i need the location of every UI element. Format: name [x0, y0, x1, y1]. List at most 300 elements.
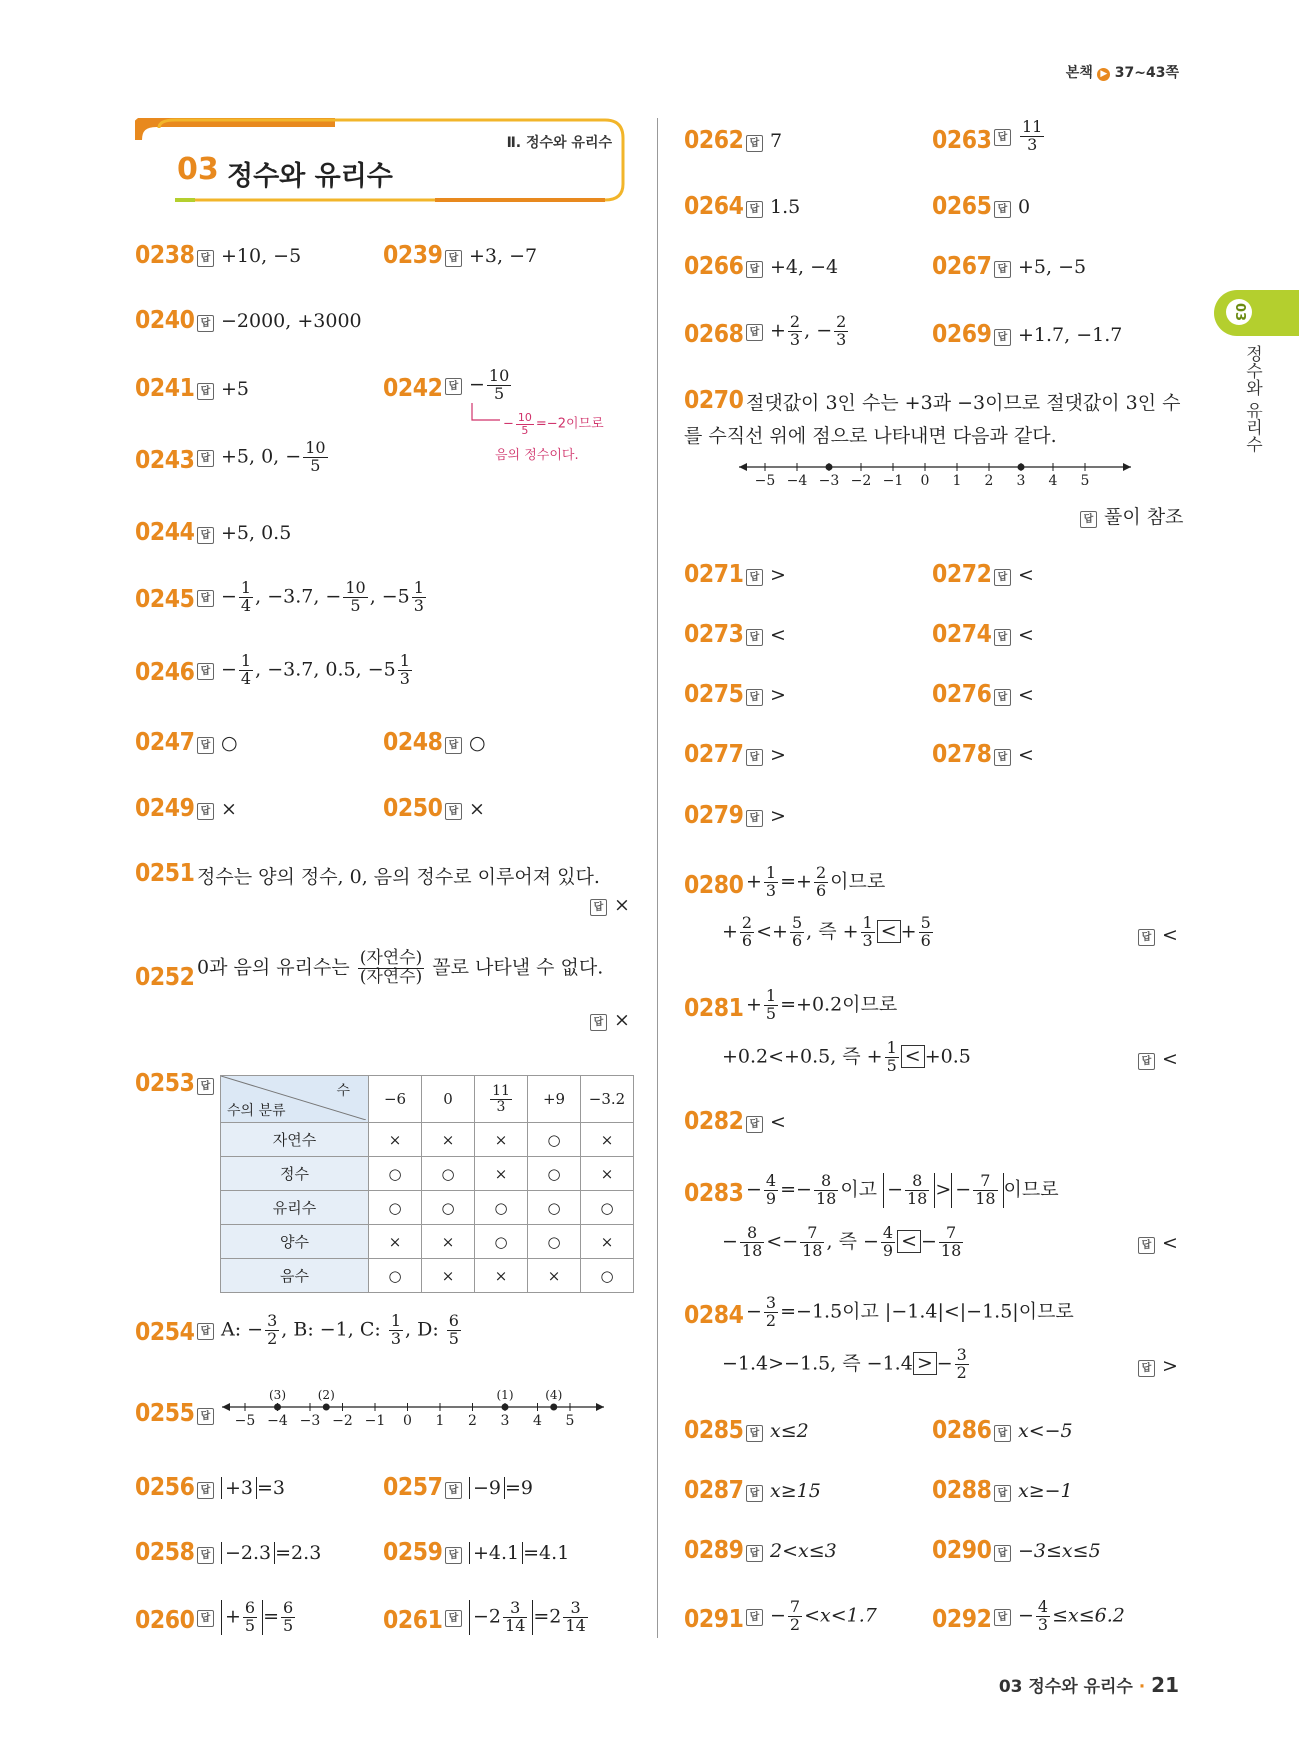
dap-icon: 답 — [746, 689, 763, 706]
answer: 답 −2.3 =2.3 — [197, 1544, 321, 1564]
answer — [1138, 1357, 1178, 1377]
table-header-cell: $\frac{11}{3}$ — [475, 1076, 528, 1123]
dap-icon: 답 — [1138, 1237, 1155, 1254]
dap-icon: 답 — [445, 378, 462, 395]
answer — [746, 807, 786, 827]
answer — [1138, 1234, 1178, 1254]
problem-number: 0261 — [383, 1605, 443, 1634]
answer-text: 7 — [770, 130, 783, 152]
problem-number: 0257 — [383, 1472, 443, 1501]
answer — [994, 198, 1030, 218]
answer-text: x<−5 — [1018, 1420, 1073, 1442]
answer-sign: − — [469, 373, 485, 396]
tick-label: −4 — [267, 1413, 288, 1429]
dap-icon: 답 — [994, 201, 1011, 218]
dap-icon: 답 — [746, 201, 763, 218]
number-line-0255 — [218, 1385, 608, 1437]
answer: 답 −9 =9 — [445, 1479, 533, 1499]
problem-number: 0287 — [684, 1475, 744, 1504]
fraction: $\frac{7}{18}$ — [802, 1223, 823, 1260]
problem-number: 0258 — [135, 1537, 195, 1566]
point-label: (2) — [317, 1388, 335, 1402]
tick-label: −3 — [299, 1413, 321, 1429]
answer — [197, 800, 237, 820]
problem-number: 0245 — [135, 584, 195, 613]
fraction: $\frac{1}{3}$ — [765, 863, 777, 900]
footer-section: 03 정수와 유리수 — [998, 1677, 1133, 1697]
answer — [994, 686, 1034, 706]
tick-label: 3 — [1016, 473, 1026, 489]
answer-text: 1.5 — [770, 196, 801, 218]
table-corner: 수 수의 분류 — [221, 1076, 369, 1123]
problem-number: 0254 — [135, 1317, 195, 1346]
problem-number: 0280 — [684, 870, 744, 899]
dap-icon: 답 — [445, 250, 462, 267]
problem-number: 0251 — [135, 858, 195, 887]
problem-number: 0265 — [932, 191, 992, 220]
side-tab-number: 03 — [1226, 299, 1252, 325]
fraction: $\frac{6}{5}$ — [244, 1598, 256, 1635]
tick-label: −2 — [850, 473, 872, 489]
answer-text: +10, −5 — [221, 245, 302, 267]
answer-text: < — [1018, 564, 1034, 586]
axis-arrow — [1123, 463, 1131, 471]
answer: 답 − $\frac{1}{4}$ , −3.7, − $\frac{10}{5}$ , −5 $\frac{1}{3}$ — [197, 580, 428, 615]
tick-label: 5 — [565, 1413, 575, 1429]
answer — [994, 119, 1046, 154]
dap-icon: 답 — [994, 689, 1011, 706]
answer-text: +5 — [221, 378, 250, 400]
answer — [590, 1011, 630, 1031]
fraction: $\frac{5}{6}$ — [920, 913, 931, 950]
problem-number: 0283 — [684, 1178, 744, 1207]
tick-label: 2 — [984, 473, 994, 489]
answer: 답 −2 $\frac{3}{14}$ =2 $\frac{3}{14}$ — [445, 1600, 590, 1635]
axis-arrow — [596, 1403, 604, 1411]
solution-line: + $\frac{2}{6}$ <+ $\frac{5}{6}$ , 즉 + $\frac{1}{3}$ < + $\frac{5}{6}$ — [722, 913, 931, 950]
problem-number: 0281 — [684, 993, 744, 1022]
answer-text: x≥−1 — [1018, 1480, 1073, 1502]
dap-icon: 답 — [197, 1610, 214, 1627]
answer — [1138, 926, 1178, 946]
dap-icon: 답 — [994, 1485, 1011, 1502]
answer: 답 − $\frac{7}{2}$ <x<1.7 — [746, 1599, 877, 1634]
dap-icon: 답 — [445, 803, 462, 820]
solution-line: − $\frac{3}{2}$ =−1.5이고 |−1.4|<|−1.5|이므로 — [746, 1293, 1074, 1330]
number-line-point — [323, 1404, 330, 1411]
fraction: $\frac{1}{3}$ — [390, 1311, 402, 1348]
problem-number: 0252 — [135, 962, 195, 991]
tick-label: 0 — [403, 1413, 412, 1429]
fraction: $\frac{1}{5}$ — [765, 986, 777, 1023]
answer — [445, 800, 485, 820]
dap-icon: 답 — [746, 1545, 763, 1562]
problem-number: 0288 — [932, 1475, 992, 1504]
dap-icon: 답 — [1080, 511, 1097, 528]
tick-label: 4 — [1048, 473, 1058, 489]
answer-text: +5, −5 — [1018, 256, 1087, 278]
problem-number: 0246 — [135, 657, 195, 686]
answer-text: × — [614, 1009, 630, 1031]
dap-icon: 답 — [590, 1014, 607, 1031]
answer — [746, 1113, 786, 1133]
axis-arrow — [222, 1403, 230, 1411]
answer-text: < — [1162, 924, 1178, 946]
tick-label: −1 — [882, 473, 904, 489]
dap-icon: 답 — [994, 129, 1011, 146]
dap-icon: 답 — [746, 810, 763, 827]
problem-number: 0279 — [684, 800, 744, 829]
answer-text: > — [770, 744, 786, 766]
solution-line: +0.2<+0.5, 즉 + $\frac{1}{5}$ < +0.5 — [722, 1038, 971, 1075]
row-label: 정수 — [221, 1157, 369, 1191]
tick-label: −4 — [786, 473, 808, 489]
problem-number: 0269 — [932, 319, 992, 348]
tick-label: 0 — [920, 473, 930, 489]
answer-text: ○ — [221, 732, 238, 754]
number-line-point — [826, 464, 833, 471]
dap-icon: 답 — [197, 803, 214, 820]
tick-label: −5 — [754, 473, 776, 489]
tick-label: 4 — [533, 1413, 542, 1429]
solution-text: 절댓값이 3인 수는 +3과 −3이므로 절댓값이 3인 수 — [746, 392, 1181, 414]
answer-text: ○ — [469, 732, 486, 754]
fraction: $\frac{3}{14}$ — [565, 1598, 586, 1635]
problem-number: 0240 — [135, 305, 195, 334]
dap-icon: 답 — [746, 569, 763, 586]
answer — [197, 312, 362, 332]
dap-icon: 답 — [197, 737, 214, 754]
chapter-label: Ⅱ. 정수와 유리수 — [506, 135, 612, 151]
dap-icon: 답 — [746, 749, 763, 766]
problem-number: 0291 — [684, 1604, 744, 1633]
problem-number: 0260 — [135, 1605, 195, 1634]
solution-line: − $\frac{8}{18}$ <− $\frac{7}{18}$ , 즉 − $\frac{4}{9}$ < − $\frac{7}{18}$ — [722, 1223, 962, 1260]
table-header-cell: +9 — [528, 1076, 581, 1123]
fraction: $\frac{\text{(자연수)}}{\text{(자연수)}}$ — [359, 948, 423, 987]
arrow-icon: ▶ — [1097, 68, 1110, 81]
dap-icon: 답 — [197, 663, 214, 680]
fraction: $\frac{1}{5}$ — [886, 1038, 897, 1075]
dap-icon: 답 — [746, 261, 763, 278]
problem-number: 0244 — [135, 517, 195, 546]
section-title-box — [135, 118, 630, 204]
solution-text: 를 수직선 위에 점으로 나타내면 다음과 같다. — [684, 425, 1057, 447]
answer — [746, 258, 838, 278]
dap-icon: 답 — [197, 1547, 214, 1564]
fraction: $\frac{4}{9}$ — [765, 1171, 777, 1208]
answer — [994, 1422, 1073, 1442]
answer-text: x≥15 — [770, 1480, 821, 1502]
row-label: 자연수 — [221, 1123, 369, 1157]
answer — [445, 368, 513, 403]
answer-text: × — [221, 798, 237, 820]
answer-text: < — [1018, 684, 1034, 706]
problem-number: 0270 — [684, 385, 744, 414]
answer: 답 A: − $\frac{3}{2}$ , B: −1, C: $\frac{1}{3}$ , D: $\frac{6}{5}$ — [197, 1313, 463, 1348]
fraction: $\frac{6}{5}$ — [283, 1598, 294, 1635]
row-label: 양수 — [221, 1225, 369, 1259]
answer — [746, 626, 786, 646]
problem-number: 0274 — [932, 619, 992, 648]
answer-text: < — [1162, 1048, 1178, 1070]
problem-number: 0262 — [684, 125, 744, 154]
problem-number: 0277 — [684, 739, 744, 768]
point-label: (1) — [496, 1388, 514, 1402]
dap-icon: 답 — [1138, 1053, 1155, 1070]
dap-icon: 답 — [197, 315, 214, 332]
fraction: $\frac{1}{4}$ — [240, 651, 252, 688]
note-line2: 음의 정수이다. — [495, 448, 579, 463]
problem-number: 0276 — [932, 679, 992, 708]
solution-line: + $\frac{1}{5}$ =+0.2이므로 — [746, 986, 898, 1023]
dap-icon: 답 — [994, 569, 1011, 586]
table-header-cell: −6 — [369, 1076, 422, 1123]
column-divider — [657, 118, 658, 1638]
page-header — [1066, 62, 1179, 82]
footer-dot: · — [1138, 1677, 1146, 1697]
answer: 답 +4.1 =4.1 — [445, 1544, 569, 1564]
problem-number: 0253 — [135, 1068, 195, 1097]
problem-number: 0284 — [684, 1300, 744, 1329]
tick-label: −3 — [818, 473, 840, 489]
side-tab-label: 정수와 유리수 — [1242, 345, 1262, 453]
fraction: $\frac{6}{5}$ — [448, 1311, 459, 1348]
dap-icon: 답 — [994, 1545, 1011, 1562]
problem-number: 0292 — [932, 1604, 992, 1633]
answer — [994, 1542, 1101, 1562]
table-header-cell: 0 — [422, 1076, 475, 1123]
dap-icon: 답 — [746, 135, 763, 152]
dap-icon: 답 — [445, 737, 462, 754]
answer: 답 + $\frac{6}{5}$ = $\frac{6}{5}$ — [197, 1600, 297, 1635]
tick-label: 5 — [1080, 473, 1090, 489]
dap-icon: 답 — [994, 749, 1011, 766]
problem-number: 0249 — [135, 793, 195, 822]
answer: 답 +3 =3 — [197, 1479, 285, 1499]
answer-text: > — [770, 684, 786, 706]
problem-number: 0238 — [135, 240, 195, 269]
fraction: $\frac{1}{3}$ — [413, 578, 424, 615]
answer-text: > — [770, 564, 786, 586]
answer — [994, 1482, 1073, 1502]
header-pages: 37~43쪽 — [1114, 65, 1179, 81]
section-title: 정수와 유리수 — [227, 161, 393, 192]
dap-icon: 답 — [197, 1482, 214, 1499]
answer — [746, 132, 782, 152]
fraction: $\frac{3}{2}$ — [267, 1311, 278, 1348]
fraction: $\frac{2}{6}$ — [741, 913, 753, 950]
fraction: $\frac{7}{18}$ — [940, 1223, 962, 1260]
dap-icon: 답 — [746, 324, 763, 341]
point-label: (4) — [545, 1388, 563, 1402]
problem-number: 0271 — [684, 559, 744, 588]
tick-label: −2 — [332, 1413, 353, 1429]
answer-text: +4, −4 — [770, 256, 839, 278]
dap-icon: 답 — [994, 629, 1011, 646]
answer-text: 풀이 참조 — [1104, 506, 1184, 528]
answer: 답 − $\frac{4}{3}$ ≤x≤6.2 — [994, 1599, 1125, 1634]
dap-icon: 답 — [746, 1425, 763, 1442]
fraction: $\frac{11}{3}$ — [1022, 117, 1043, 154]
fraction: $\frac{1}{4}$ — [240, 578, 252, 615]
fraction: $\frac{3}{2}$ — [765, 1293, 777, 1330]
answer — [994, 566, 1034, 586]
answer — [746, 1422, 809, 1442]
fraction: $\frac{8}{18}$ — [741, 1223, 763, 1260]
footer-page: 21 — [1151, 1673, 1179, 1697]
fraction: $\frac{2}{3}$ — [789, 312, 801, 349]
dap-icon: 답 — [994, 329, 1011, 346]
fraction: $\frac{10}{5}$ — [488, 366, 510, 403]
fraction: $\frac{7}{2}$ — [789, 1597, 801, 1634]
problem-number: 0272 — [932, 559, 992, 588]
dap-icon: 답 — [197, 250, 214, 267]
fraction: $\frac{1}{3}$ — [399, 651, 410, 688]
answer-text: +5, 0, − — [221, 445, 302, 468]
problem-number: 0275 — [684, 679, 744, 708]
number-line-0270 — [735, 455, 1135, 497]
dap-icon: 답 — [445, 1610, 462, 1627]
dap-icon: 답 — [590, 899, 607, 916]
axis-arrow — [739, 463, 747, 471]
answer-text: x≤2 — [770, 1420, 809, 1442]
answer-text: × — [469, 798, 485, 820]
dap-icon: 답 — [197, 590, 214, 607]
problem-number: 0286 — [932, 1415, 992, 1444]
answer — [994, 626, 1034, 646]
answer — [197, 440, 330, 475]
row-label: 유리수 — [221, 1191, 369, 1225]
answer-text: < — [1018, 744, 1034, 766]
table-row: 음수 ○ × × × ○ — [221, 1259, 634, 1293]
problem-number: 0263 — [932, 125, 992, 154]
dap-icon: 답 — [445, 1547, 462, 1564]
side-tab — [1214, 290, 1299, 336]
tick-label: 1 — [952, 473, 962, 489]
dap-icon: 답 — [197, 1323, 214, 1340]
fraction: $\frac{10}{5}$ — [345, 578, 366, 615]
header-book: 본책 — [1065, 65, 1093, 81]
problem-number: 0250 — [383, 793, 443, 822]
answer: 답 − $\frac{1}{4}$ , −3.7, 0.5, −5 $\frac{1}{3}$ — [197, 653, 414, 688]
table-header-cell: −3.2 — [581, 1076, 634, 1123]
classification-table — [220, 1075, 634, 1293]
tick-label: 2 — [468, 1413, 477, 1429]
dap-icon: 답 — [445, 1482, 462, 1499]
answer — [746, 566, 786, 586]
fraction: $\frac{4}{9}$ — [882, 1223, 894, 1260]
fraction: $\frac{3}{14}$ — [505, 1598, 526, 1635]
solution-text: 정수는 양의 정수, 0, 음의 정수로 이루어져 있다. — [197, 866, 600, 888]
answer-text: +5, 0.5 — [221, 522, 292, 544]
dap-icon: 답 — [1138, 1360, 1155, 1377]
table-row: 자연수 × × × ○ × — [221, 1123, 634, 1157]
problem-number: 0255 — [135, 1398, 195, 1427]
answer: 답 + $\frac{2}{3}$ , − $\frac{2}{3}$ — [746, 314, 850, 349]
answer-text: +3, −7 — [469, 245, 538, 267]
dap-icon: 답 — [746, 1116, 763, 1133]
answer-text: 0 — [1018, 196, 1031, 218]
dap-icon: 답 — [197, 527, 214, 544]
problem-number: 0266 — [684, 251, 744, 280]
problem-number: 0241 — [135, 373, 195, 402]
problem-number: 0248 — [383, 727, 443, 756]
problem-number: 0259 — [383, 1537, 443, 1566]
problem-number: 0268 — [684, 319, 744, 348]
dap-icon: 답 — [994, 1609, 1011, 1626]
answer — [746, 746, 786, 766]
dap-icon: 답 — [994, 1425, 1011, 1442]
answer-text: × — [614, 894, 630, 916]
problem-number: 0267 — [932, 251, 992, 280]
answer — [197, 247, 301, 267]
answer-text: −2000, +3000 — [221, 310, 362, 332]
answer — [1138, 1050, 1178, 1070]
number-line-point — [550, 1404, 557, 1411]
problem-number: 0264 — [684, 191, 744, 220]
answer-text: −3≤x≤5 — [1018, 1540, 1101, 1562]
dap-icon: 답 — [994, 261, 1011, 278]
tick-label: 3 — [500, 1413, 510, 1429]
dap-icon: 답 — [746, 629, 763, 646]
problem-number: 0242 — [383, 373, 443, 402]
answer — [197, 734, 238, 754]
answer — [445, 247, 537, 267]
dap-icon: 답 — [746, 1609, 763, 1626]
dap-icon: 답 — [197, 383, 214, 400]
dap-icon: 답 — [197, 1078, 214, 1095]
problem-number: 0247 — [135, 727, 195, 756]
answer-text: +1.7, −1.7 — [1018, 324, 1123, 346]
answer — [746, 1542, 837, 1562]
tick-label: −1 — [364, 1413, 386, 1429]
dap-icon: 답 — [197, 1408, 214, 1425]
problem-number: 0290 — [932, 1535, 992, 1564]
problem-number: 0239 — [383, 240, 443, 269]
section-number: 03 — [177, 152, 219, 187]
answer — [197, 1075, 221, 1095]
answer — [746, 686, 786, 706]
table-row: 정수 ○ ○ × ○ × — [221, 1157, 634, 1191]
answer-text: > — [770, 805, 786, 827]
answer — [445, 734, 486, 754]
answer-text: < — [1162, 1232, 1178, 1254]
answer — [590, 896, 630, 916]
solution-text: 0과 음의 유리수는 $\frac{\text{(자연수)}}{\text{(자연수)}}$ 꼴로 나타낼 수 없다. — [197, 948, 604, 987]
answer — [994, 746, 1034, 766]
problem-number: 0285 — [684, 1415, 744, 1444]
fraction: $\frac{3}{2}$ — [956, 1345, 967, 1382]
table-row: 유리수 ○ ○ ○ ○ ○ — [221, 1191, 634, 1225]
tick-label: −5 — [234, 1413, 256, 1429]
row-label: 음수 — [221, 1259, 369, 1293]
number-line-point — [1018, 464, 1025, 471]
table-row: 양수 × × ○ ○ × — [221, 1225, 634, 1259]
fraction: $\frac{4}{3}$ — [1037, 1597, 1049, 1634]
number-line-point — [274, 1404, 281, 1411]
tick-label: 1 — [435, 1413, 445, 1429]
answer-text: 2<x≤3 — [770, 1540, 837, 1562]
problem-number: 0243 — [135, 445, 195, 474]
number-line-point — [502, 1404, 509, 1411]
problem-number: 0256 — [135, 1472, 195, 1501]
solution-line: + $\frac{1}{3}$ =+ $\frac{2}{6}$ 이므로 — [746, 863, 886, 900]
problem-number: 0289 — [684, 1535, 744, 1564]
answer — [197, 524, 291, 544]
fraction: $\frac{8}{18}$ — [815, 1171, 837, 1208]
answer-text: < — [770, 1111, 786, 1133]
